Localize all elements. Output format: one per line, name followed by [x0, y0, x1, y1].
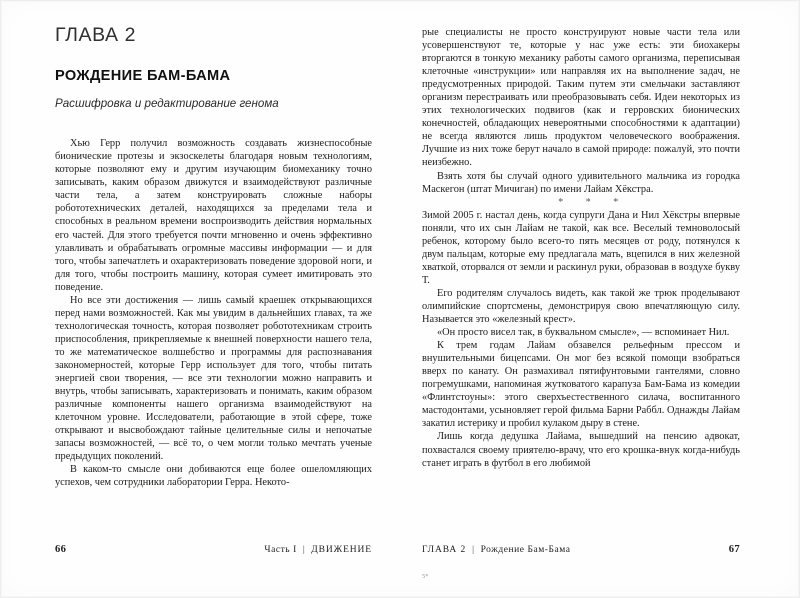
running-head-part: Часть I: [264, 545, 297, 555]
running-head-title: Рождение Бам-Бама: [480, 545, 571, 555]
running-head: [422, 545, 571, 555]
paragraph: «Он просто висел так, в буквальном смысле», — вспоминает Нил.: [437, 327, 730, 339]
page-number: 67: [728, 544, 740, 555]
paragraph: В каком-то смысле они добиваются еще более ошеломляющих успехов, чем сотрудники лаборатории Герра. Некото-: [55, 464, 372, 489]
chapter-heading-block: [55, 26, 372, 111]
paragraph: Его родителям случалось видеть, как такой же трюк проделывают олимпийские спортсмены, демонстрируя свою впечатляющую силу. Называется это «железный крест».: [422, 287, 740, 326]
running-head-separator: |: [302, 545, 306, 555]
page-number: 66: [55, 544, 67, 555]
right-page-body: [422, 26, 740, 470]
paragraph: рые специалисты не просто конструируют новые части тела или усовершенствуют те, которые у нас уже есть: эти биохакеры вторгаются в тонкую механику работы самого организма, переписывая клеточные «инструкции» или направляя их на выполнение задач, не предусмотренных природой. Таким путем эти смельчаки заставляют организм перестраивать или преобразовывать себя. Идеи некоторых из этих технологических подвигов (как и герровских бионических конечностей, обладающих невероятными способностями к адаптации) не всегда являются лишь продуктом человеческого воображения. Лучшие из них тоже берут начало в самой природе: пожалуй, это почти неизбежно.: [422, 27, 740, 169]
left-page-body: [55, 137, 372, 489]
right-page-footer: [422, 544, 740, 555]
paragraph: Взять хотя бы случай одного удивительного мальчика из городка Маскегон (штат Мичиган) по имени Лайам Хёкстра.: [422, 170, 740, 195]
paragraph: Но все эти достижения — лишь самый краешек открывающихся перед нами возможностей. Как мы увидим в дальнейших главах, та же технологическая точность, которая позволяет робототехникам строить приспособления, прикрепляемые к внешней поверхности нашего тела, то же математическое волшебство и программы для распознавания закономерностей, которые Герр использует для того, чтобы питать энергией свои творения, — все эти технологии можно направить и внутрь, чтобы записывать, характеризовать и понимать, каким образом различные компоненты нашего организма взаимодействуют на клеточном уровне. Исследователи, работающие в этой сфере, тоже открывают и высвобождают тайные целительные силы и непочатые запасы возможностей, — всё то, о чем могли только мечтать ученые предыдущих поколений.: [55, 294, 372, 463]
signature-mark: 5*: [422, 573, 429, 580]
running-head: [264, 545, 372, 555]
chapter-title: РОЖДЕНИЕ БАМ-БАМА: [55, 67, 231, 84]
section-divider: * * *: [558, 196, 629, 208]
paragraph: К трем годам Лайам обзавелся рельефным прессом и внушительными бицепсами. Он мог без всякой помощи взобраться вверх по канату. Он размахивал пятифунтовыми гантелями, словно погремушками, напоминая жутковатого карапуза Бам-Бама из комедии «Флинтстоуны»: этого сверхъестественного силача, воспитанного мастодонтами, усыновляет герой фильма Барни Раббл. Однажды Лайам закатил истерику и пробил кулаком дыру в стене.: [422, 340, 740, 430]
running-head-separator: |: [472, 545, 475, 555]
paragraph: Зимой 2005 г. настал день, когда супруги Дана и Нил Хёкстры впервые поняли, что их сын Лайам не такой, как все. Веселый темноволосый ребенок, которому было всего-то пять месяцев от роду, потянулся к двум пальцам, которые ему предлагала мать, вцепился в них железной хваткой, оторвался от земли и раскинул руки, образовав в воздухе букву Т.: [422, 209, 740, 286]
paragraph: Хью Герр получил возможность создавать жизнеспособные бионические протезы и экзоскелеты благодаря новым технологиям, которые позволяют ему и другим изучающим биомеханику точно записывать, каким образом движутся и взаимодействуют различные части тела, а затем конструировать сложные наборы робототехнических деталей, находящихся за пределами тела и способных в реальном времени воспроизводить действия нормальных его частей. Для этого требуется почти мгновенно и очень эффективно улавливать и обрабатывать огромные массивы информации — и для того, чтобы запечатлеть и охарактеризовать поведение здоровой ноги, и для того, чтобы построить машину, которая сумеет имитировать это поведение.: [55, 138, 372, 293]
running-head-part: ГЛАВА 2: [422, 545, 467, 555]
chapter-subtitle: Расшифровка и редактирование генома: [55, 97, 279, 111]
paragraph: Лишь когда дедушка Лайама, вышедший на пенсию адвокат, похвастался своему приятелю-врачу, что его крошка-внук когда-нибудь станет играть в футбол в его любимой: [422, 431, 740, 469]
right-page: [400, 0, 800, 598]
chapter-number: ГЛАВА 2: [55, 24, 137, 46]
running-head-title: ДВИЖЕНИЕ: [311, 545, 372, 555]
left-page-footer: [55, 544, 372, 555]
